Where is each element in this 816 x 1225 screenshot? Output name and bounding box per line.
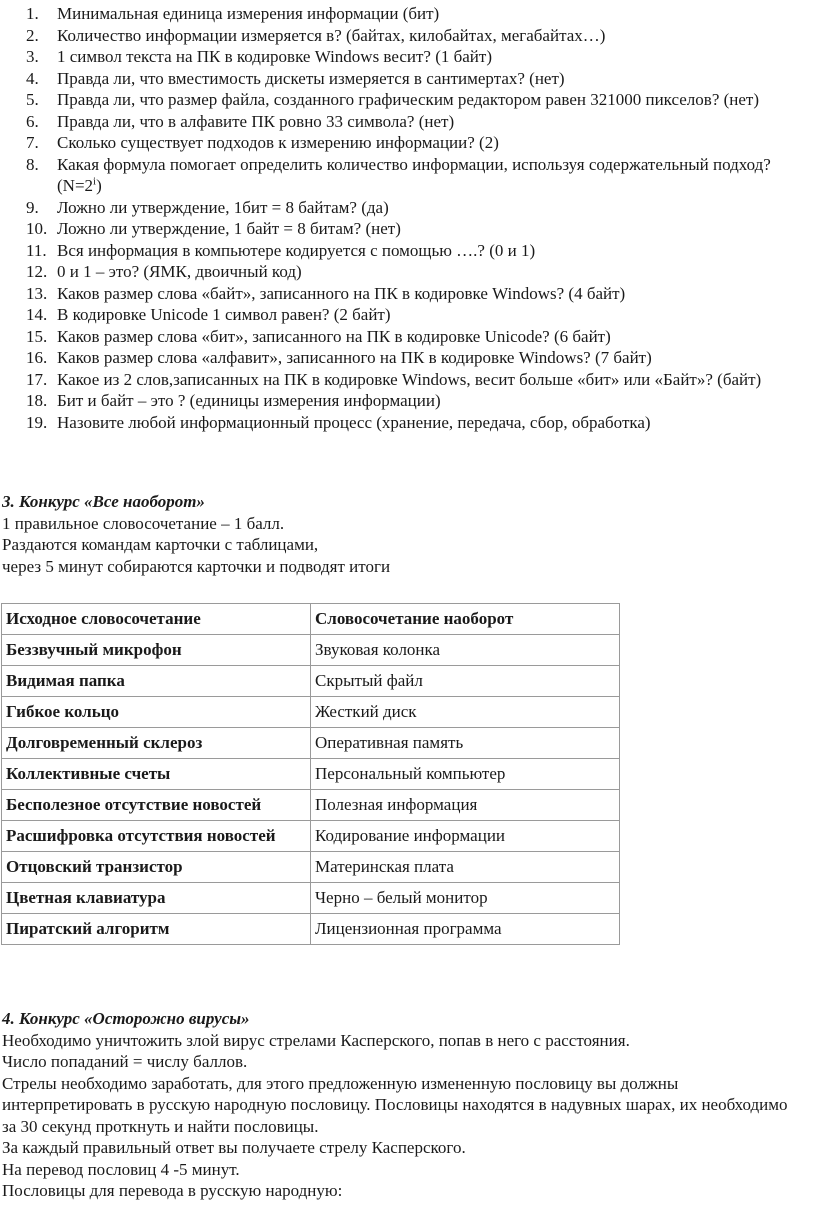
question-number: 14.	[26, 305, 48, 324]
question-item	[0, 347, 816, 369]
question-text: В кодировке Unicode 1 символ равен? (2 байт)	[57, 305, 391, 324]
cell-original-phrase: Бесполезное отсутствие новостей	[2, 790, 311, 821]
table-row	[2, 697, 620, 728]
table-row	[2, 666, 620, 697]
question-text: Назовите любой информационный процесс (хранение, передача, сбор, обработка)	[57, 412, 651, 432]
question-text: Минимальная единица измерения информации (бит)	[57, 4, 440, 23]
section-3	[2, 491, 802, 577]
table-row	[2, 883, 620, 914]
cell-reversed-phrase: Оперативная память	[311, 728, 620, 759]
question-text: Ложно ли утверждение, 1 байт = 8 битам? (нет)	[57, 219, 401, 238]
question-text: 1 символ текста на ПК в кодировке Windows весит? (1 байт)	[57, 47, 492, 66]
question-text: Сколько существует подходов к измерению информации? (2)	[57, 133, 499, 152]
table-row	[2, 728, 620, 759]
cell-reversed-phrase: Жесткий диск	[311, 697, 620, 728]
cell-original-phrase: Цветная клавиатура	[2, 883, 311, 914]
question-number: 18.	[26, 391, 48, 410]
cell-original-phrase: Видимая папка	[2, 666, 311, 697]
section-3-heading: 3. Конкурс «Все наоборот»	[2, 492, 205, 511]
cell-reversed-phrase: Черно – белый монитор	[311, 883, 620, 914]
question-number: 13.	[26, 283, 48, 303]
question-text: Каков размер слова «байт», записанного на ПК в кодировке Windows? (4 байт)	[57, 283, 626, 303]
question-item	[0, 25, 816, 47]
superscript: i	[93, 175, 97, 188]
table-row	[2, 852, 620, 883]
question-item	[0, 89, 816, 111]
question-item	[0, 304, 816, 326]
question-number: 16.	[26, 348, 48, 367]
table-row	[2, 914, 620, 945]
cell-original-phrase: Гибкое кольцо	[2, 697, 311, 728]
question-item	[0, 369, 816, 391]
question-number: 12.	[26, 262, 48, 281]
question-item	[0, 283, 816, 305]
question-number: 17.	[26, 369, 48, 389]
question-item	[0, 3, 816, 25]
question-number: 8.	[26, 154, 39, 174]
section-4	[2, 1008, 802, 1202]
table-row	[2, 790, 620, 821]
cell-original-phrase: Долговременный склероз	[2, 728, 311, 759]
cell-reversed-phrase: Звуковая колонка	[311, 635, 620, 666]
question-text: Какая формула помогает определить количество информации, используя содержательный подход? (N=2	[57, 154, 771, 195]
question-text: 0 и 1 – это? (ЯМК, двоичный код)	[57, 262, 302, 281]
cell-original-phrase: Беззвучный микрофон	[2, 635, 311, 666]
question-item	[0, 111, 816, 133]
cell-reversed-phrase: Полезная информация	[311, 790, 620, 821]
section-4-heading: 4. Конкурс «Осторожно вирусы»	[2, 1009, 250, 1028]
cell-original-phrase: Коллективные счеты	[2, 759, 311, 790]
question-text: Вся информация в компьютере кодируется с помощью ….? (0 и 1)	[57, 240, 536, 260]
question-number: 19.	[26, 412, 48, 432]
question-item	[0, 390, 816, 412]
question-text: Правда ли, что в алфавите ПК ровно 33 символа? (нет)	[57, 111, 455, 131]
question-text: Каков размер слова «бит», записанного на ПК в кодировке Unicode? (6 байт)	[57, 326, 611, 346]
cell-reversed-phrase: Лицензионная программа	[311, 914, 620, 945]
question-text-tail: )	[96, 176, 102, 195]
section-4-line: Число попаданий = числу баллов.	[2, 1052, 248, 1071]
question-number: 11.	[26, 240, 47, 260]
question-item	[0, 412, 816, 434]
question-item	[0, 218, 816, 240]
question-text: Какое из 2 слов,записанных на ПК в кодировке Windows, весит больше «бит» или «Байт»? (байт)	[57, 369, 762, 389]
question-number: 10.	[26, 219, 48, 238]
question-item	[0, 132, 816, 154]
question-text: Правда ли, что размер файла, созданного графическим редактором равен 321000 пикселов? (нет)	[57, 90, 760, 109]
question-number: 2.	[26, 25, 39, 45]
cell-reversed-phrase: Кодирование информации	[311, 821, 620, 852]
section-4-line: На перевод пословиц 4 -5 минут.	[2, 1159, 240, 1179]
question-text: Ложно ли утверждение, 1бит = 8 байтам? (да)	[57, 197, 389, 217]
section-4-line: За каждый правильный ответ вы получаете стрелу Касперского.	[2, 1138, 466, 1157]
header-cell-original: Исходное словосочетание	[2, 604, 311, 635]
section-3-line: 1 правильное словосочетание – 1 балл.	[2, 513, 285, 533]
table-header-row	[2, 604, 620, 635]
question-item	[0, 197, 816, 219]
cell-original-phrase: Пиратский алгоритм	[2, 914, 311, 945]
question-item	[0, 68, 816, 90]
cell-reversed-phrase: Скрытый файл	[311, 666, 620, 697]
question-text: Каков размер слова «алфавит», записанного на ПК в кодировке Windows? (7 байт)	[57, 348, 652, 367]
table-row	[2, 635, 620, 666]
question-item	[0, 261, 816, 283]
question-number: 9.	[26, 197, 39, 217]
question-text: Бит и байт – это ? (единицы измерения информации)	[57, 391, 441, 410]
cell-reversed-phrase: Персональный компьютер	[311, 759, 620, 790]
phrase-table	[1, 603, 620, 945]
question-list	[0, 3, 816, 433]
question-number: 7.	[26, 133, 39, 152]
table-row	[2, 759, 620, 790]
cell-reversed-phrase: Материнская плата	[311, 852, 620, 883]
question-number: 15.	[26, 326, 48, 346]
question-item	[0, 46, 816, 68]
question-text: Количество информации измеряется в? (байтах, килобайтах, мегабайтах…)	[57, 25, 606, 45]
question-number: 5.	[26, 90, 39, 109]
section-4-line: Пословицы для перевода в русскую народную:	[2, 1181, 343, 1200]
section-4-line: Стрелы необходимо заработать, для этого предложенную измененную пословицу вы должны интерпретировать в русскую народную пословицу. Пословицы находятся в надувных шарах, их необходимо за 30 секунд проткнуть и найти пословицы.	[2, 1073, 788, 1136]
question-text: Правда ли, что вместимость дискеты измеряется в сантимертах? (нет)	[57, 68, 565, 88]
question-number: 1.	[26, 4, 39, 23]
section-3-line: через 5 минут собираются карточки и подводят итоги	[2, 556, 391, 576]
question-item	[0, 240, 816, 262]
question-item	[0, 326, 816, 348]
question-number: 6.	[26, 111, 39, 131]
section-3-line: Раздаются командам карточки с таблицами,	[2, 535, 319, 554]
question-item	[0, 154, 816, 197]
cell-original-phrase: Расшифровка отсутствия новостей	[2, 821, 311, 852]
table-row	[2, 821, 620, 852]
question-number: 3.	[26, 47, 39, 66]
question-number: 4.	[26, 68, 39, 88]
cell-original-phrase: Отцовский транзистор	[2, 852, 311, 883]
section-4-line: Необходимо уничтожить злой вирус стрелами Касперского, попав в него с расстояния.	[2, 1030, 630, 1050]
header-cell-reversed: Словосочетание наоборот	[311, 604, 620, 635]
